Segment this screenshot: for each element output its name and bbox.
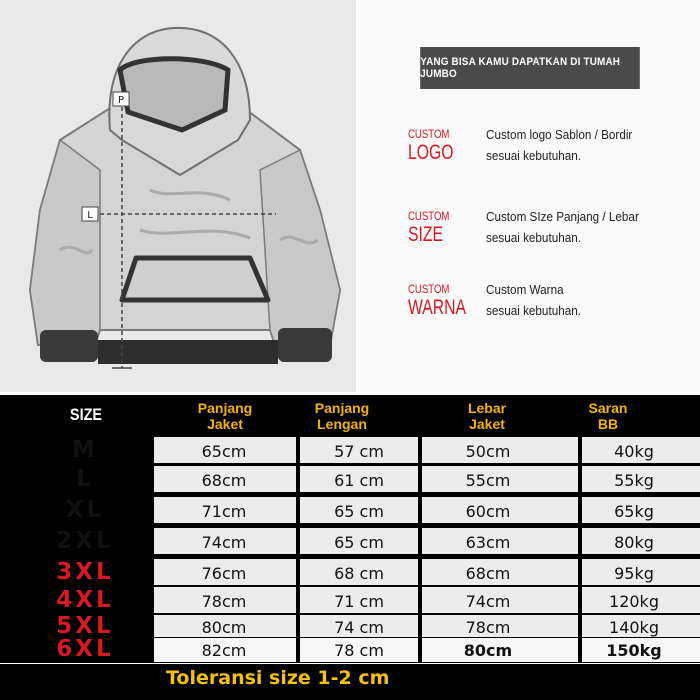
lebar-jaket-value: 68cm — [465, 564, 511, 583]
size-label: 4XL — [56, 587, 114, 613]
panjang-jaket-value: 68cm — [201, 471, 247, 490]
table-row — [14, 587, 700, 615]
panjang-lengan-value: 68 cm — [334, 564, 384, 583]
custom-logo-small: CUSTOM — [408, 127, 450, 141]
header-panjang-jaket-line2: Jaket — [207, 416, 243, 432]
custom-size-line1: Custom SIze Panjang / Lebar — [486, 209, 639, 224]
header-panjang-lengan — [302, 400, 382, 432]
header-saran-bb — [578, 400, 638, 432]
hoodie-illustration-panel — [0, 0, 356, 392]
panjang-lengan-value: 78 cm — [334, 641, 384, 660]
header-saran-bb-line2: BB — [597, 416, 619, 432]
lebar-jaket-value: 50cm — [465, 442, 511, 461]
custom-logo-title — [408, 128, 469, 163]
size-label: XL — [65, 497, 105, 523]
header-panjang-lengan-line2: Lengan — [317, 416, 367, 432]
custom-size-desc — [486, 206, 639, 248]
custom-logo-desc — [486, 124, 632, 166]
lebar-jaket-value: 55cm — [465, 471, 511, 490]
custom-warna-title — [408, 283, 485, 318]
saran-bb-value: 80kg — [614, 533, 654, 552]
size-label: M — [72, 437, 98, 463]
custom-warna-desc — [486, 279, 581, 321]
panjang-jaket-value: 80cm — [201, 618, 247, 637]
saran-bb-value: 95kg — [614, 564, 654, 583]
header-lebar-jaket — [447, 400, 527, 432]
table-row — [14, 638, 700, 666]
custom-logo-big: LOGO — [408, 141, 454, 164]
saran-bb-value: 40kg — [614, 442, 654, 461]
lebar-jaket-value: 74cm — [465, 592, 511, 611]
panjang-lengan-value: 57 cm — [334, 442, 384, 461]
table-row — [14, 466, 700, 494]
size-label: L — [76, 466, 94, 492]
height-marker-label: P — [117, 95, 125, 106]
size-label: 2XL — [56, 528, 114, 554]
header-lebar-jaket-line2: Jaket — [469, 416, 505, 432]
panjang-lengan-value: 74 cm — [334, 618, 384, 637]
custom-logo-line2: sesuai kebutuhan. — [486, 148, 581, 163]
header-panjang-jaket — [185, 400, 265, 432]
custom-size-line2: sesuai kebutuhan. — [486, 230, 581, 245]
panjang-jaket-value: 78cm — [201, 592, 247, 611]
custom-size-small: CUSTOM — [408, 209, 450, 223]
table-row — [14, 528, 700, 556]
size-label: 5XL — [56, 613, 114, 639]
panjang-lengan-value: 61 cm — [334, 471, 384, 490]
panjang-lengan-value: 71 cm — [334, 592, 384, 611]
custom-warna-big: WARNA — [408, 296, 467, 319]
header-panjang-lengan-line1: Panjang — [314, 400, 370, 416]
lebar-jaket-value: 80cm — [463, 641, 513, 660]
custom-size-title — [408, 210, 460, 245]
promo-banner: YANG BISA KAMU DAPATKAN DI TUMAH JUMBO — [420, 47, 640, 89]
saran-bb-value: 140kg — [609, 618, 659, 637]
panjang-lengan-value: 65 cm — [334, 502, 384, 521]
custom-warna-small: CUSTOM — [408, 282, 450, 296]
hoodie-drawing — [0, 0, 356, 392]
custom-size-big: SIZE — [408, 223, 444, 246]
table-row — [14, 437, 700, 465]
size-label: 6XL — [56, 636, 114, 662]
tolerance-text: Toleransi size 1-2 cm — [166, 667, 390, 689]
custom-logo-line1: Custom logo Sablon / Bordir — [486, 127, 633, 142]
panjang-jaket-value: 76cm — [201, 564, 247, 583]
panjang-jaket-value: 82cm — [201, 641, 247, 660]
header-size: SIZE — [69, 405, 103, 424]
table-row — [14, 497, 700, 525]
saran-bb-value: 120kg — [609, 592, 659, 611]
custom-warna-line1: Custom Warna — [486, 282, 564, 297]
panjang-jaket-value: 65cm — [201, 442, 247, 461]
lebar-jaket-value: 60cm — [465, 502, 511, 521]
lebar-jaket-value: 78cm — [465, 618, 511, 637]
saran-bb-value: 65kg — [614, 502, 654, 521]
size-label: 3XL — [56, 559, 114, 585]
panjang-jaket-value: 74cm — [201, 533, 247, 552]
header-saran-bb-line1: Saran — [588, 400, 628, 416]
saran-bb-value: 55kg — [614, 471, 654, 490]
header-panjang-jaket-line1: Panjang — [197, 400, 253, 416]
saran-bb-value: 150kg — [606, 641, 662, 660]
lebar-jaket-value: 63cm — [465, 533, 511, 552]
panjang-lengan-value: 65 cm — [334, 533, 384, 552]
header-lebar-jaket-line1: Lebar — [467, 400, 507, 416]
width-marker-label: L — [87, 210, 93, 221]
custom-warna-line2: sesuai kebutuhan. — [486, 303, 581, 318]
panjang-jaket-value: 71cm — [201, 502, 247, 521]
table-row — [14, 559, 700, 587]
